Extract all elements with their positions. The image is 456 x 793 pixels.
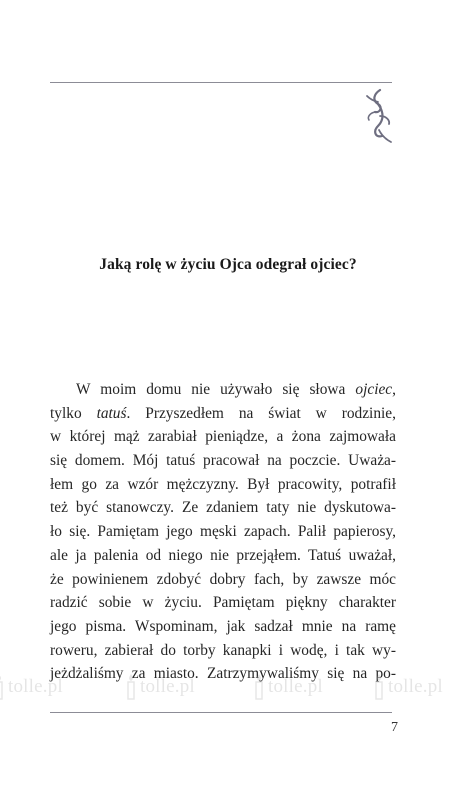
text-segment: też być stanowczy. Ze zdaniem taty nie dyskutowa- xyxy=(50,499,396,517)
candle-icon xyxy=(252,673,266,701)
text-line xyxy=(50,473,396,497)
text-line xyxy=(50,544,396,568)
watermark xyxy=(0,671,63,703)
text-line xyxy=(50,568,396,592)
text-line xyxy=(50,378,396,402)
text-line xyxy=(50,520,396,544)
text-segment: ło się. Pamiętam jego męski zapach. Palił papierosy, xyxy=(50,523,396,541)
text-line xyxy=(50,615,396,639)
text-segment: w której mąż zarabiał pieniądze, a żona zajmowała xyxy=(50,428,396,446)
text-line xyxy=(50,402,396,426)
top-rule xyxy=(50,82,392,83)
text-segment: . Przyszedłem na świat w rodzinie, xyxy=(126,404,396,422)
text-segment: W moim domu nie używało się słowa xyxy=(76,381,356,398)
text-line xyxy=(50,425,396,449)
text-segment: , xyxy=(392,381,396,398)
watermark-text: tolle.pl xyxy=(388,676,443,697)
page-number: 7 xyxy=(391,720,398,735)
body-paragraph xyxy=(50,378,396,686)
candle-icon xyxy=(124,673,138,701)
watermark xyxy=(372,671,443,703)
text-segment: że powinienem zdobyć dobry fach, by zawsze móc xyxy=(50,570,396,588)
text-segment: tylko xyxy=(50,404,97,422)
italic-word: ojciec xyxy=(355,381,393,398)
text-segment: jego pisma. Wspominam, jak sadzał mnie na ramę xyxy=(50,617,396,635)
text-line xyxy=(50,639,396,663)
candle-icon xyxy=(372,673,386,701)
text-segment: jeżdżaliśmy za miasto. Zatrzymywaliśmy się na po- xyxy=(50,665,396,683)
text-line xyxy=(50,591,396,615)
ornament-flourish-icon xyxy=(358,86,398,150)
text-line xyxy=(50,449,396,473)
watermark xyxy=(252,671,323,703)
text-segment: radzić sobie w życiu. Pamiętam piękny charakter xyxy=(50,594,396,612)
bottom-rule xyxy=(50,712,392,713)
text-segment: się domem. Mój tatuś pracował na poczcie. Uważa- xyxy=(50,452,396,470)
watermark-text: tolle.pl xyxy=(8,676,63,697)
text-segment: roweru, zabierał do torby kanapki i wodę, i tak wy- xyxy=(50,641,396,659)
watermark-row xyxy=(0,671,456,703)
candle-icon xyxy=(0,673,6,701)
text-segment: ale ja palenia od niego nie przejąłem. Tatuś uważał, xyxy=(50,546,396,564)
text-line xyxy=(50,496,396,520)
section-heading: Jaką rolę w życiu Ojca odegrał ojciec? xyxy=(99,256,357,273)
watermark xyxy=(124,671,195,703)
italic-word: tatuś xyxy=(96,404,127,422)
watermark-text: tolle.pl xyxy=(140,676,195,697)
text-segment: łem go za wzór mężczyzny. Był pracowity, potrafił xyxy=(50,475,396,493)
watermark-text: tolle.pl xyxy=(268,676,323,697)
